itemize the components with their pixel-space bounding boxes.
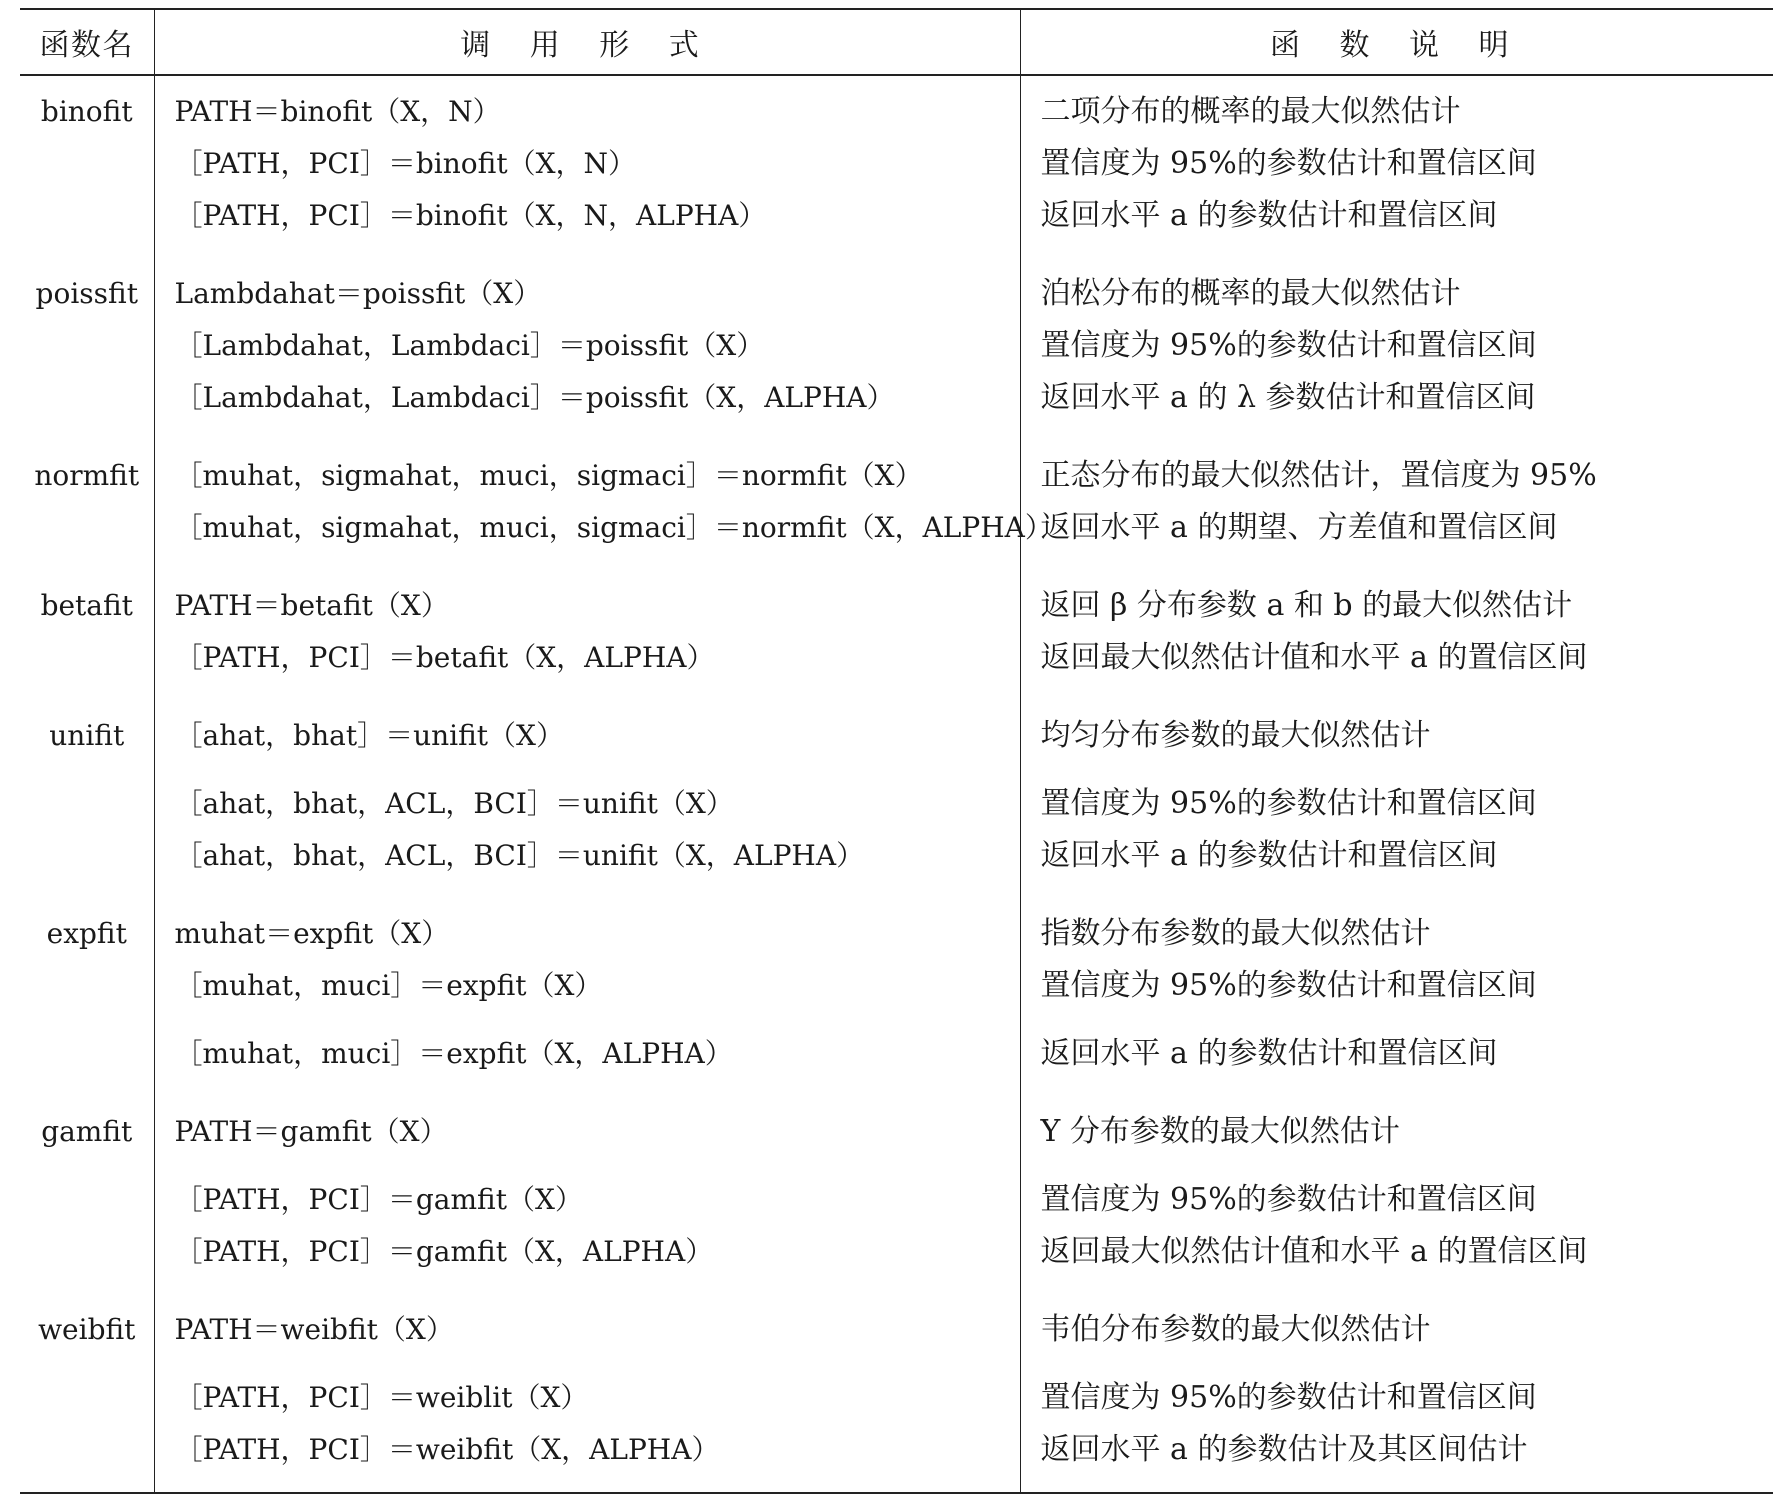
description-line: 返回水平 a 的参数估计和置信区间 <box>1040 1036 1498 1071</box>
call-form-line: ［ahat，bhat］＝unifit（X） <box>174 719 564 752</box>
header-description: 函 数 说 明 <box>1020 9 1773 75</box>
function-name: binofit <box>40 95 133 128</box>
description-cell <box>1020 898 1773 1096</box>
function-name-cell <box>20 1096 154 1294</box>
call-form-line: muhat＝expfit（X） <box>174 917 450 950</box>
table-row <box>20 75 1773 258</box>
function-name: betafit <box>40 589 133 622</box>
function-name: poissfit <box>35 277 138 310</box>
call-form-cell <box>154 898 1020 1096</box>
header-row <box>20 9 1773 75</box>
table-row <box>20 440 1773 570</box>
call-form-line: ［ahat，bhat，ACL，BCI］＝unifit（X） <box>174 787 734 820</box>
call-form-cell <box>154 700 1020 898</box>
call-form-line: ［PATH，PCI］＝gamfit（X） <box>174 1183 583 1216</box>
description-line: 置信度为 95%的参数估计和置信区间 <box>1040 146 1537 181</box>
call-form-cell <box>154 570 1020 700</box>
description-line: 置信度为 95%的参数估计和置信区间 <box>1040 328 1537 363</box>
description-line: 指数分布参数的最大似然估计 <box>1040 916 1431 951</box>
table-row <box>20 1096 1773 1294</box>
description-line: 置信度为 95%的参数估计和置信区间 <box>1040 1380 1537 1415</box>
call-form-line: ［PATH，PCI］＝betafit（X，ALPHA） <box>174 641 715 674</box>
function-name-cell <box>20 700 154 898</box>
call-form-cell <box>154 1294 1020 1493</box>
description-cell <box>1020 1096 1773 1294</box>
description-line: 返回 β 分布参数 a 和 b 的最大似然估计 <box>1040 588 1573 623</box>
call-form-line: ［muhat，sigmahat，muci，sigmaci］＝normfit（X，ALPHA） <box>174 511 1053 544</box>
function-name-cell <box>20 1294 154 1493</box>
function-name: weibfit <box>38 1313 136 1346</box>
call-form-line: ［PATH，PCI］＝binofit（X，N） <box>174 147 637 180</box>
description-line: 韦伯分布参数的最大似然估计 <box>1040 1312 1431 1347</box>
call-form-line: PATH＝weibfit（X） <box>174 1313 454 1346</box>
call-form-line: PATH＝gamfit（X） <box>174 1115 448 1148</box>
table-header <box>20 9 1773 75</box>
table-row <box>20 570 1773 700</box>
call-form-cell <box>154 258 1020 440</box>
function-name: expfit <box>46 917 127 950</box>
call-form-line: ［Lambdahat，Lambdaci］＝poissfit（X） <box>174 329 765 362</box>
call-form-line: ［PATH，PCI］＝weiblit（X） <box>174 1381 589 1414</box>
function-name-cell <box>20 75 154 258</box>
description-cell <box>1020 570 1773 700</box>
description-cell <box>1020 258 1773 440</box>
description-line: 返回水平 a 的参数估计和置信区间 <box>1040 838 1498 873</box>
description-line: 返回水平 a 的参数估计及其区间估计 <box>1040 1432 1528 1467</box>
description-cell <box>1020 75 1773 258</box>
table-row <box>20 898 1773 1096</box>
function-name-cell <box>20 258 154 440</box>
call-form-line: ［PATH，PCI］＝binofit（X，N，ALPHA） <box>174 199 767 232</box>
description-line: 泊松分布的概率的最大似然估计 <box>1040 276 1461 311</box>
description-line: 二项分布的概率的最大似然估计 <box>1040 94 1461 129</box>
table-body <box>20 75 1773 1493</box>
call-form-line: ［PATH，PCI］＝weibfit（X，ALPHA） <box>174 1433 720 1466</box>
description-cell <box>1020 700 1773 898</box>
call-form-cell <box>154 440 1053 570</box>
function-name: gamfit <box>41 1115 133 1148</box>
function-name-cell <box>20 440 154 570</box>
description-line: 返回最大似然估计值和水平 a 的置信区间 <box>1040 1234 1588 1269</box>
call-form-cell <box>154 75 1020 258</box>
description-line: 返回最大似然估计值和水平 a 的置信区间 <box>1040 640 1588 675</box>
function-name: unifit <box>49 719 125 752</box>
function-name-cell <box>20 898 154 1096</box>
table-row <box>20 1294 1773 1493</box>
description-line: 均匀分布参数的最大似然估计 <box>1040 718 1431 753</box>
description-line: 返回水平 a 的参数估计和置信区间 <box>1040 198 1498 233</box>
call-form-line: ［Lambdahat，Lambdaci］＝poissfit（X，ALPHA） <box>174 381 895 414</box>
function-table <box>20 8 1773 1494</box>
call-form-line: Lambdahat＝poissfit（X） <box>174 277 542 310</box>
call-form-line: PATH＝betafit（X） <box>174 589 449 622</box>
table-row <box>20 258 1773 440</box>
header-call-form: 调 用 形 式 <box>154 9 1020 75</box>
call-form-cell <box>154 1096 1020 1294</box>
table-row <box>20 700 1773 898</box>
description-cell <box>1020 1294 1773 1493</box>
call-form-line: ［ahat，bhat，ACL，BCI］＝unifit（X，ALPHA） <box>174 839 865 872</box>
description-line: 置信度为 95%的参数估计和置信区间 <box>1040 1182 1537 1217</box>
description-cell <box>1020 440 1773 570</box>
call-form-line: ［PATH，PCI］＝gamfit（X，ALPHA） <box>174 1235 714 1268</box>
call-form-line: ［muhat，muci］＝expfit（X） <box>174 969 603 1002</box>
header-function-name: 函数名 <box>20 9 154 75</box>
call-form-line: ［muhat，sigmahat，muci，sigmaci］＝normfit（X） <box>174 459 923 492</box>
function-name-cell <box>20 570 154 700</box>
description-line: 正态分布的最大似然估计，置信度为 95% <box>1040 458 1597 493</box>
description-line: 返回水平 a 的 λ 参数估计和置信区间 <box>1040 380 1536 415</box>
description-line: Y 分布参数的最大似然估计 <box>1040 1114 1400 1149</box>
description-line: 置信度为 95%的参数估计和置信区间 <box>1040 786 1537 821</box>
function-name: normfit <box>34 459 140 492</box>
call-form-line: PATH＝binofit（X，N） <box>174 95 501 128</box>
description-line: 置信度为 95%的参数估计和置信区间 <box>1040 968 1537 1003</box>
call-form-line: ［muhat，muci］＝expfit（X，ALPHA） <box>174 1037 733 1070</box>
description-line: 返回水平 a 的期望、方差值和置信区间 <box>1040 510 1558 545</box>
